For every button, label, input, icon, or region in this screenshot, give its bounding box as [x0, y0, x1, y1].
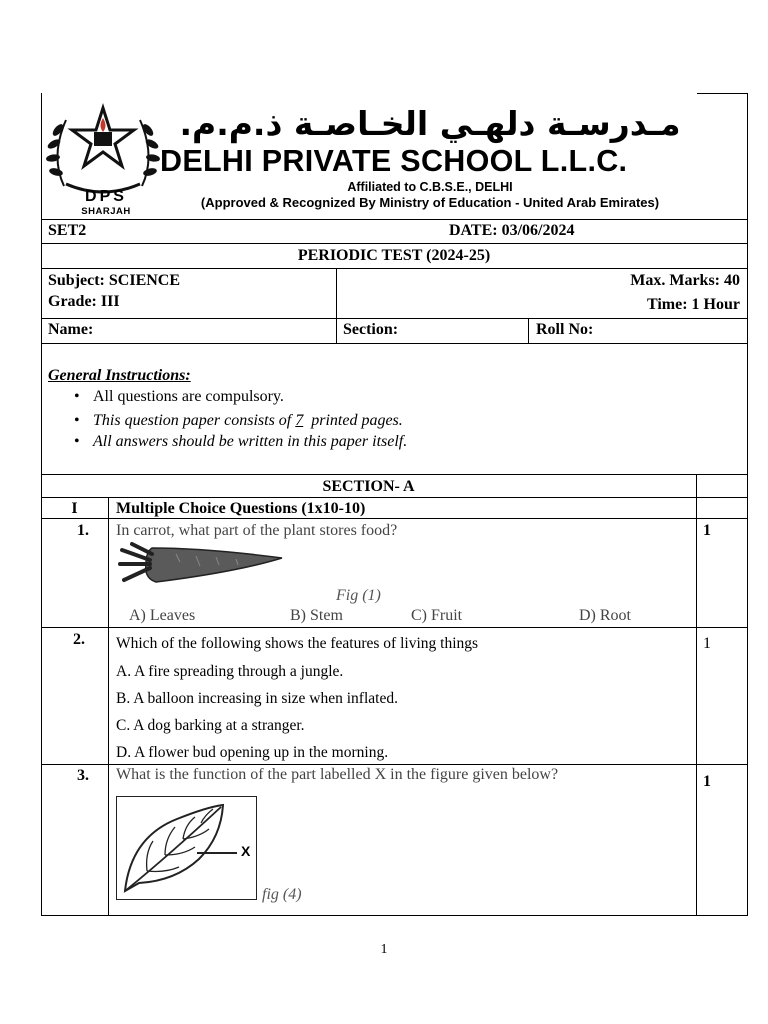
section-field[interactable]: Section: — [343, 321, 399, 338]
option-a[interactable]: A. A fire spreading through a jungle. — [116, 663, 344, 680]
section-title: SECTION- A — [322, 478, 415, 495]
instruction-bullet: • — [74, 433, 80, 450]
option-c[interactable]: C) Fruit — [411, 607, 463, 624]
school-name: DELHI PRIVATE SCHOOL L.L.C. — [160, 144, 628, 178]
option-d[interactable]: D. A flower bud opening up in the morning. — [116, 744, 389, 761]
leaf-figure-frame — [116, 796, 257, 900]
carrot-figure-icon — [116, 538, 284, 588]
name-field[interactable]: Name: — [48, 321, 94, 338]
instruction-bullet: • — [74, 388, 80, 405]
option-c[interactable]: C. A dog barking at a stranger. — [116, 717, 305, 734]
option-a[interactable]: A) Leaves — [129, 607, 196, 624]
option-d[interactable]: D) Root — [579, 607, 631, 624]
option-b[interactable]: B. A balloon increasing in size when inflated. — [116, 690, 398, 707]
instruction-item: All answers should be written in this paper itself. — [93, 433, 408, 450]
max-marks-label: Max. Marks: 40 — [630, 272, 740, 289]
time-label: Time: 1 Hour — [646, 296, 740, 313]
question-text: Which of the following shows the features of living things — [116, 635, 479, 652]
page-count: 7 — [295, 412, 304, 429]
question-marks: 1 — [703, 522, 711, 539]
test-title: PERIODIC TEST (2024-25) — [297, 247, 491, 264]
logo-text: DPS — [85, 188, 127, 205]
school-arabic-name: مـدرسـة دلهـي الخـاصـة ذ.م.م. — [179, 104, 681, 143]
question-number: 1. — [77, 522, 89, 539]
instruction-item: This question paper consists of 7 printed pages. — [93, 412, 403, 429]
instruction-bullet: • — [74, 412, 80, 429]
figure-caption: fig (4) — [262, 886, 302, 903]
date-label: DATE: 03/06/2024 — [449, 222, 575, 239]
question-marks: 1 — [703, 635, 711, 652]
question-number: 2. — [73, 631, 85, 648]
school-affiliation: Affiliated to C.B.S.E., DELHI — [347, 180, 513, 194]
figure-caption: Fig (1) — [336, 587, 381, 604]
set-label: SET2 — [48, 222, 87, 239]
instruction-item: All questions are compulsory. — [93, 388, 284, 405]
option-b[interactable]: B) Stem — [290, 607, 343, 624]
subject-label: Subject: SCIENCE — [48, 272, 181, 289]
question-number: 3. — [77, 767, 89, 784]
roll-no-field[interactable]: Roll No: — [536, 321, 594, 338]
question-text: What is the function of the part labelled X in the figure given below? — [116, 766, 559, 783]
instructions-heading: General Instructions: — [48, 367, 191, 384]
figure-label: X — [241, 843, 251, 859]
question-text: In carrot, what part of the plant stores food? — [116, 522, 398, 539]
logo-location: SHARJAH — [81, 206, 131, 217]
grade-label: Grade: III — [48, 293, 120, 310]
question-marks: 1 — [703, 773, 711, 790]
section-heading: Multiple Choice Questions (1x10-10) — [116, 500, 366, 517]
leaf-figure-icon — [117, 797, 255, 898]
section-roman: I — [71, 500, 78, 517]
school-approval: (Approved & Recognized By Ministry of Education - United Arab Emirates) — [200, 195, 660, 210]
page-number: 1 — [380, 942, 388, 957]
